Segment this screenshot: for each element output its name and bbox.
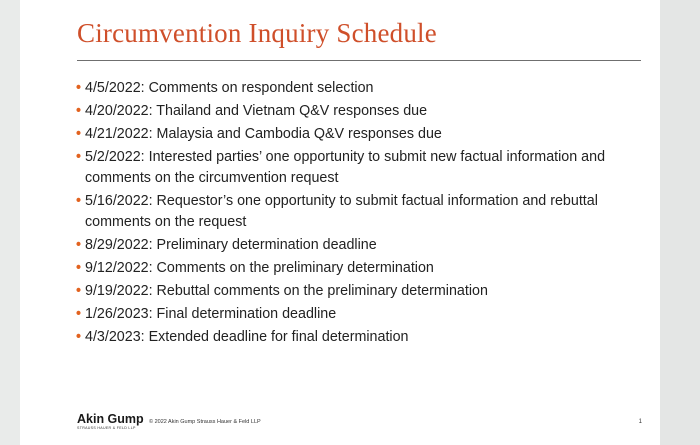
schedule-item-text: 9/19/2022: Rebuttal comments on the preliminary determination (85, 283, 488, 299)
bullet-icon: • (76, 306, 82, 322)
bullet-icon: • (76, 237, 82, 253)
schedule-item (76, 147, 656, 189)
logo-subtitle: STRAUSS HAUER & FELD LLP (77, 426, 136, 430)
bullet-icon: • (76, 193, 82, 209)
schedule-list (76, 78, 656, 350)
presentation-slide (20, 0, 660, 445)
schedule-item-text: 4/21/2022: Malaysia and Cambodia Q&V responses due (85, 126, 442, 142)
bullet-icon: • (76, 149, 82, 165)
schedule-item (76, 258, 656, 279)
schedule-item-text: 4/20/2022: Thailand and Vietnam Q&V responses due (85, 103, 428, 119)
page-number: 1 (638, 419, 642, 425)
schedule-item-text: 5/16/2022: Requestor’s one opportunity to submit factual information and rebuttal comments on the request (85, 193, 598, 230)
schedule-item (76, 191, 656, 233)
schedule-item (76, 304, 656, 325)
schedule-item-text: 4/5/2022: Comments on respondent selection (85, 80, 374, 96)
schedule-item-text: 1/26/2023: Final determination deadline (85, 306, 337, 322)
bullet-icon: • (76, 126, 82, 142)
schedule-item-text: 9/12/2022: Comments on the preliminary determination (85, 260, 434, 276)
schedule-item (76, 124, 656, 145)
bullet-icon: • (76, 283, 82, 299)
copyright-text: © 2022 Akin Gump Strauss Hauer & Feld LLP (149, 419, 261, 425)
schedule-item-text: 4/3/2023: Extended deadline for final determination (85, 329, 409, 345)
logo-wordmark: Akin Gump (77, 412, 144, 426)
bullet-icon: • (76, 103, 82, 119)
window-edge (660, 0, 700, 445)
schedule-item-text: 8/29/2022: Preliminary determination deadline (85, 237, 377, 253)
schedule-item (76, 78, 656, 99)
schedule-item-text: 5/2/2022: Interested parties’ one opportunity to submit new factual information and comments on the circumvention request (85, 149, 606, 186)
bullet-icon: • (76, 80, 82, 96)
title-divider (77, 60, 641, 61)
bullet-icon: • (76, 329, 82, 345)
schedule-item (76, 235, 656, 256)
slide-title: Circumvention Inquiry Schedule (77, 18, 437, 48)
bullet-icon: • (76, 260, 82, 276)
schedule-item (76, 281, 656, 302)
akin-gump-logo (77, 413, 144, 431)
slide-footer (77, 413, 642, 433)
schedule-item (76, 101, 656, 122)
schedule-item (76, 327, 656, 348)
